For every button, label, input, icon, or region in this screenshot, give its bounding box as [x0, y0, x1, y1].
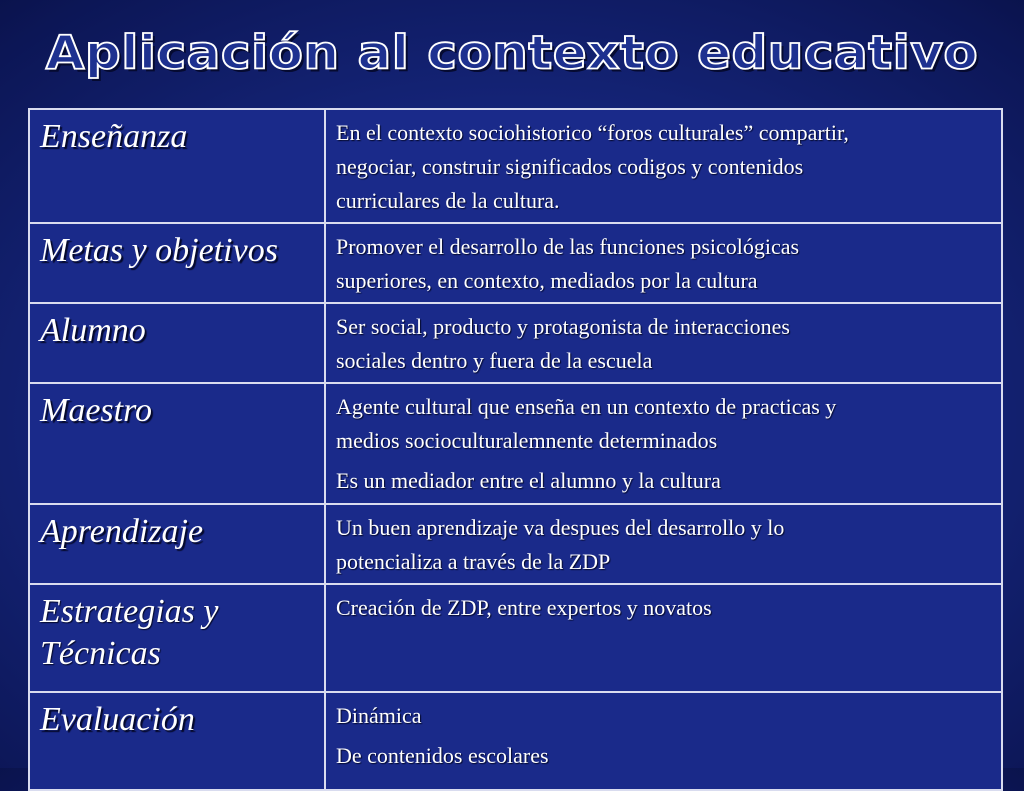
row-description: [325, 109, 1002, 223]
row-label: Alumno: [29, 303, 325, 383]
description-line: curriculares de la cultura.: [336, 188, 560, 213]
description-paragraph: [336, 310, 991, 378]
table-row: [29, 383, 1002, 504]
row-description: [325, 584, 1002, 692]
description-line: Creación de ZDP, entre expertos y novatos: [336, 595, 712, 620]
row-description: [325, 383, 1002, 504]
row-label-line: Estrategias y: [40, 593, 219, 630]
table-row: [29, 303, 1002, 383]
description-line: negociar, construir significados codigos y contenidos: [336, 154, 804, 179]
row-label-line: Técnicas: [40, 635, 161, 672]
table-row: [29, 584, 1002, 692]
description-line: En el contexto sociohistorico “foros culturales” compartir,: [336, 120, 849, 145]
row-description: [325, 504, 1002, 584]
description-paragraph: [336, 591, 991, 625]
description-paragraph: [336, 464, 991, 498]
slide-title: Aplicación al contexto educativo: [45, 26, 979, 80]
row-label: Metas y objetivos: [29, 223, 325, 303]
description-paragraph: [336, 699, 991, 733]
row-description: [325, 223, 1002, 303]
description-line: medios socioculturalemnente determinados: [336, 428, 718, 453]
table-row: [29, 223, 1002, 303]
row-label: [29, 584, 325, 692]
description-line: Dinámica: [336, 703, 422, 728]
row-label: Aprendizaje: [29, 504, 325, 584]
description-line: potencializa a través de la ZDP: [336, 549, 611, 574]
description-line: Un buen aprendizaje va despues del desarrollo y lo: [336, 515, 785, 540]
description-line: Agente cultural que enseña en un contexto de practicas y: [336, 394, 837, 419]
description-line: Promover el desarrollo de las funciones psicológicas: [336, 234, 800, 259]
table-row: [29, 504, 1002, 584]
content-table: [28, 108, 1003, 791]
description-line: De contenidos escolares: [336, 743, 549, 768]
description-line: Es un mediador entre el alumno y la cultura: [336, 468, 721, 493]
row-label: Enseñanza: [29, 109, 325, 223]
description-paragraph: [336, 230, 991, 298]
row-description: [325, 692, 1002, 790]
description-paragraph: [336, 390, 991, 458]
table-row: [29, 109, 1002, 223]
description-paragraph: [336, 511, 991, 579]
description-line: Ser social, producto y protagonista de interacciones: [336, 314, 790, 339]
description-line: superiores, en contexto, mediados por la cultura: [336, 268, 758, 293]
row-label: Evaluación: [29, 692, 325, 790]
row-description: [325, 303, 1002, 383]
row-label: Maestro: [29, 383, 325, 504]
content-table-container: [28, 108, 1005, 780]
table-row: [29, 692, 1002, 790]
description-paragraph: [336, 116, 991, 218]
description-line: sociales dentro y fuera de la escuela: [336, 348, 653, 373]
